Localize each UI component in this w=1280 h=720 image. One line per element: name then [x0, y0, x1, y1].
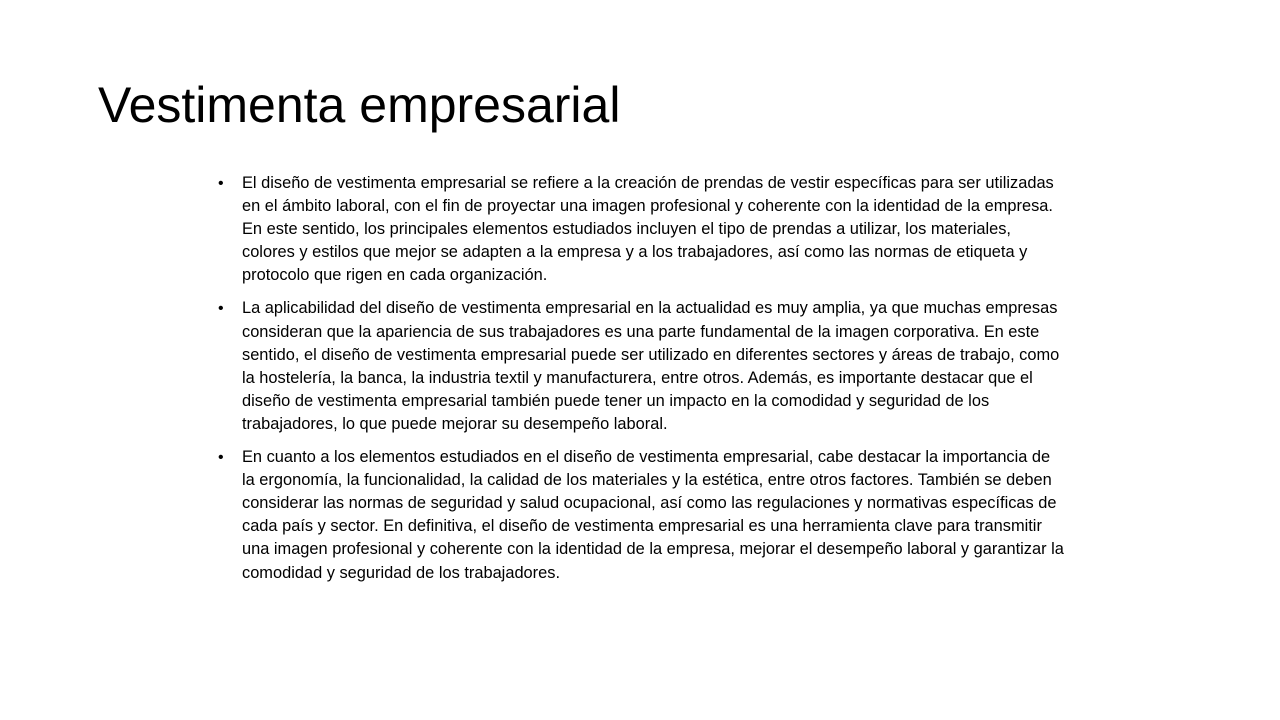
bullet-icon: • — [218, 175, 224, 192]
bullet-item[interactable] — [216, 172, 1066, 287]
bullet-text: En cuanto a los elementos estudiados en el diseño de vestimenta empresarial, cabe destacar la importancia de la ergonomía, la funcionalidad, la calidad de los materiales y la estética, entre otros factores. También se deben considerar las normas de seguridad y salud ocupacional, así como las regulaciones y normativas específicas de cada país y sector. En definitiva, el diseño de vestimenta empresarial es una herramienta clave para transmitir una imagen profesional y coherente con la identidad de la empresa, mejorar el desempeño laboral y garantizar la comodidad y seguridad de los trabajadores. — [242, 448, 1064, 582]
bullet-item[interactable] — [216, 297, 1066, 436]
bullet-text: La aplicabilidad del diseño de vestimenta empresarial en la actualidad es muy amplia, ya que muchas empresas consideran que la apariencia de sus trabajadores es una parte fundamental de la imagen corporativa. En este sentido, el diseño de vestimenta empresarial puede ser utilizado en diferentes sectores y áreas de trabajo, como la hostelería, la banca, la industria textil y manufacturera, entre otros. Además, es importante destacar que el diseño de vestimenta empresarial también puede tener un impacto en la comodidad y seguridad de los trabajadores, lo que puede mejorar su desempeño laboral. — [242, 299, 1060, 433]
bullet-text: El diseño de vestimenta empresarial se refiere a la creación de prendas de vestir específicas para ser utilizadas en el ámbito laboral, con el fin de proyectar una imagen profesional y coherente con la identidad de la empresa. En este sentido, los principales elementos estudiados incluyen el tipo de prendas a utilizar, los materiales, colores y estilos que mejor se adapten a la empresa y a los trabajadores, así como las normas de etiqueta y protocolo que rigen en cada organización. — [242, 174, 1054, 285]
bullet-icon: • — [218, 300, 224, 318]
slide-title[interactable]: Vestimenta empresarial — [98, 77, 621, 133]
bullet-icon: • — [218, 449, 224, 467]
bullet-item[interactable] — [216, 446, 1066, 585]
bullet-list — [216, 172, 1066, 595]
